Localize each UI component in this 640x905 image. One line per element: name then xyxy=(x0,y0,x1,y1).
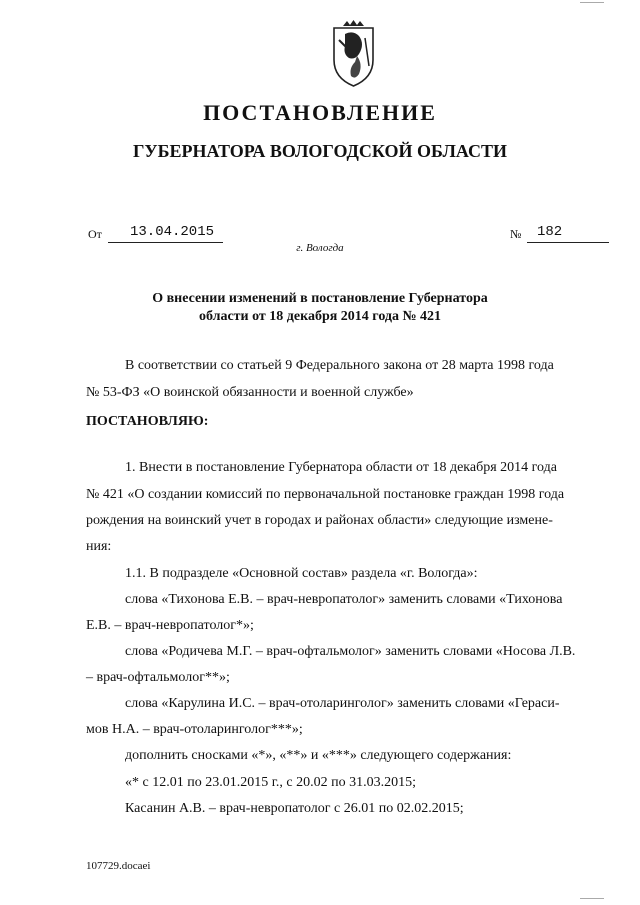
body-line: 1. Внести в постановление Губернатора области от 18 декабря 2014 года xyxy=(125,460,557,475)
subject-line: области от 18 декабря 2014 года № 421 xyxy=(198,309,442,324)
file-name: 107729.docaei xyxy=(86,860,151,872)
subject-line: О внесении изменений в постановление Губернатора xyxy=(152,291,488,306)
decree-keyword: ПОСТАНОВЛЯЮ: xyxy=(86,414,209,429)
document-number: 182 xyxy=(537,224,563,240)
scan-mark xyxy=(580,898,604,900)
scan-mark xyxy=(580,2,604,4)
body-line: В соответствии со статьей 9 Федерального закона от 28 марта 1998 года xyxy=(125,358,554,373)
body-line: Касанин А.В. – врач-невропатолог с 26.01 по 02.02.2015; xyxy=(125,801,464,816)
body-line: Е.В. – врач-невропатолог*»; xyxy=(86,618,254,633)
body-line: дополнить сносками «*», «**» и «***» следующего содержания: xyxy=(125,748,512,763)
date-prefix: От xyxy=(88,227,102,241)
document-subtitle: ГУБЕРНАТОРА ВОЛОГОДСКОЙ ОБЛАСТИ xyxy=(132,141,508,161)
body-line: слова «Тихонова Е.В. – врач-невропатолог» заменить словами «Тихонова xyxy=(125,592,563,607)
body-line: 1.1. В подразделе «Основной состав» раздела «г. Вологда»: xyxy=(125,566,478,581)
body-line: № 421 «О создании комиссий по первоначальной постановке граждан 1998 года xyxy=(86,487,565,502)
body-line: № 53-ФЗ «О воинской обязанности и военной службе» xyxy=(86,385,414,400)
document-subject xyxy=(0,290,640,326)
body-line: мов Н.А. – врач-отоларинголог***»; xyxy=(86,722,303,737)
body-line: рождения на воинский учет в городах и районах области» следующие измене- xyxy=(86,513,553,528)
number-prefix: № xyxy=(510,227,522,241)
document-title: ПОСТАНОВЛЕНИЕ xyxy=(203,100,437,125)
vologda-coat-of-arms-icon xyxy=(329,20,378,88)
body-line: слова «Карулина И.С. – врач-отоларинголог» заменить словами «Гераси- xyxy=(125,696,560,711)
body-line: ния: xyxy=(86,539,112,554)
body-line: «* с 12.01 по 23.01.2015 г., с 20.02 по 31.03.2015; xyxy=(125,775,416,790)
city-label: г. Вологда xyxy=(296,242,344,254)
body-line: – врач-офтальмолог**»; xyxy=(86,670,230,685)
body-line: слова «Родичева М.Г. – врач-офтальмолог» заменить словами «Носова Л.В. xyxy=(125,644,576,659)
document-date: 13.04.2015 xyxy=(130,224,215,240)
